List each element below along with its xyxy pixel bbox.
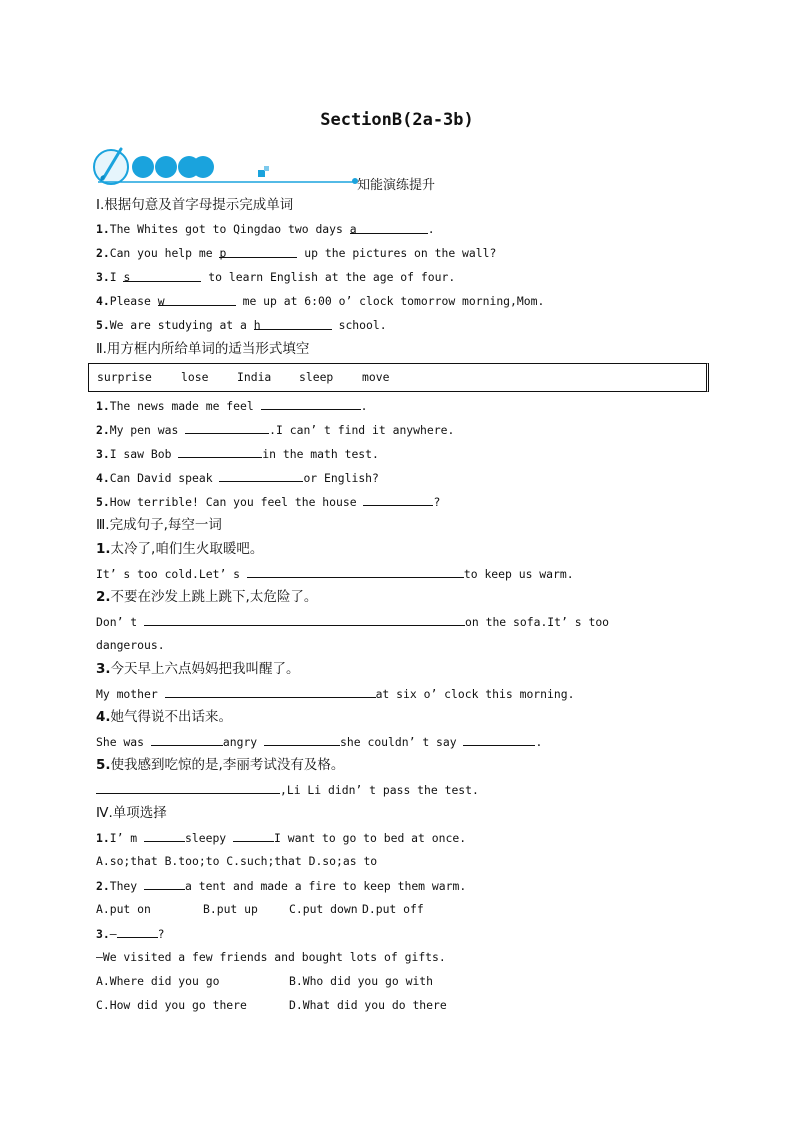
- section-banner: [93, 143, 363, 189]
- s1-item-1: 1.The Whites got to Qingdao two days a .: [96, 222, 435, 236]
- s1-item-4: 4.Please w me up at 6:00 o’ clock tomorrow morning,Mom.: [96, 294, 545, 308]
- s3-q2-chinese: 2.不要在沙发上跳上跳下,太危险了。: [96, 589, 318, 605]
- s3-q2-english: Don’ t on the sofa.It’ s too: [96, 615, 610, 629]
- s3-q3-chinese: 3.今天早上六点妈妈把我叫醒了。: [96, 661, 300, 677]
- section-1-heading: Ⅰ.根据句意及首字母提示完成单词: [96, 197, 294, 213]
- word-box-item: India: [237, 370, 272, 384]
- s1-item-3: 3.I s to learn English at the age of four.: [96, 270, 456, 284]
- s3-q1-chinese: 1.太冷了,咱们生火取暖吧。: [96, 541, 264, 557]
- word-box: [88, 363, 709, 392]
- s3-q4-english: She was angry she couldn’ t say .: [96, 735, 543, 749]
- s2-item-4: 4.Can David speak or English?: [96, 471, 379, 485]
- banner-label: 知能演练提升: [357, 178, 436, 193]
- s3-q1-english: It’ s too cold.Let’ s to keep us warm.: [96, 567, 574, 581]
- s4-q1-options: A.so;that B.too;to C.such;that D.so;as to: [96, 854, 378, 868]
- word-box-item: surprise: [97, 370, 152, 384]
- s2-item-2: 2.My pen was .I can’ t find it anywhere.: [96, 423, 455, 437]
- s3-q4-chinese: 4.她气得说不出话来。: [96, 709, 233, 725]
- s2-item-1: 1.The news made me feel .: [96, 399, 368, 413]
- page-title: SectionB(2a-3b): [320, 110, 474, 130]
- s4-q3-reply: —We visited a few friends and bought lots of gifts.: [96, 950, 446, 964]
- word-box-item: sleep: [299, 370, 334, 384]
- s3-q3-english: My mother at six o’ clock this morning.: [96, 687, 575, 701]
- s3-q5-chinese: 5.使我感到吃惊的是,李丽考试没有及格。: [96, 757, 345, 773]
- word-box-item: move: [362, 370, 390, 384]
- s3-q2-english-cont: dangerous.: [96, 638, 165, 652]
- s2-item-3: 3.I saw Bob in the math test.: [96, 447, 379, 461]
- s4-q3: 3.— ?: [96, 927, 165, 941]
- s3-q5-english: ,Li Li didn’ t pass the test.: [96, 781, 479, 798]
- section-3-heading: Ⅲ.完成句子,每空一词: [96, 517, 222, 533]
- s1-item-2: 2.Can you help me p up the pictures on the wall?: [96, 246, 497, 260]
- s4-q1: 1.I’ m sleepy I want to go to bed at once.: [96, 831, 467, 845]
- section-2-heading: Ⅱ.用方框内所给单词的适当形式填空: [96, 341, 310, 357]
- brush-circle-icon: [94, 149, 128, 184]
- s2-item-5: 5.How terrible! Can you feel the house ?: [96, 495, 441, 509]
- s1-item-5: 5.We are studying at a h school.: [96, 318, 387, 332]
- s4-q2: 2.They a tent and made a fire to keep them warm.: [96, 879, 467, 893]
- word-box-item: lose: [181, 370, 209, 384]
- section-4-heading: Ⅳ.单项选择: [96, 805, 167, 821]
